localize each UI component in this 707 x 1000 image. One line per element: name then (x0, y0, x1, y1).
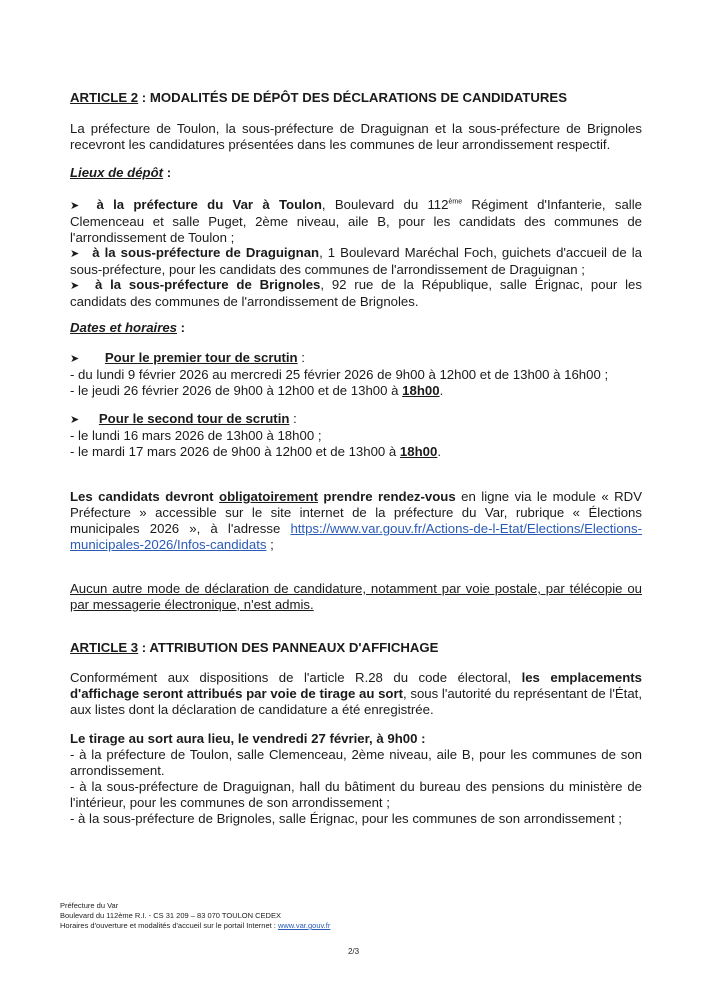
rdv-bold-underlined: obligatoirement (219, 489, 318, 504)
lieux-title: Lieux de dépôt (70, 165, 164, 180)
arrow-bullet-icon: ➤ (70, 200, 80, 212)
tour-1-dot: . (439, 383, 444, 398)
arrow-bullet-icon: ➤ (70, 248, 80, 260)
tour-1 (70, 350, 642, 399)
lieux-colon: : (163, 165, 172, 180)
page-number: 2/3 (347, 947, 360, 956)
tour-2-heading (70, 411, 642, 428)
dates-title: Dates et horaires (70, 320, 178, 335)
footer-line-1: Préfecture du Var (60, 901, 119, 910)
tour-2-line-2 (70, 444, 642, 460)
footer-line-2: Boulevard du 112ème R.I. - CS 31 209 – 83 070 TOULON CEDEX (60, 911, 281, 920)
dates-heading (70, 320, 642, 336)
rdv-bold-1: Les candidats devront (70, 489, 220, 504)
tour-2-colon: : (289, 411, 297, 426)
lieu-1-text-b: Régiment d'Infanterie, salle Clemenceau et salle Puget, 2ème niveau, aile B, pour les candidats des communes de l'arrondissement de Toulon ; (70, 197, 642, 245)
tirage-list (70, 747, 642, 827)
article-2-intro: La préfecture de Toulon, la sous-préfecture de Draguignan et la sous-préfecture de Brignoles recevront les candidatures présentées dans les communes de leur arrondissement respectif. (70, 121, 642, 152)
arrow-bullet-icon: ➤ (70, 280, 80, 292)
tirage-title (70, 731, 642, 747)
tirage-item-2: - à la sous-préfecture de Draguignan, hall du bâtiment du bureau des pensions du ministère de l'intérieur, pour les communes de son arrondissement ; (70, 779, 642, 810)
lieu-3-bold: à la sous-préfecture de Brignoles (95, 277, 321, 292)
tour-1-line-1: - du lundi 9 février 2026 au mercredi 25 février 2026 de 9h00 à 12h00 et de 13h00 à 16h00 ; (70, 367, 609, 382)
article-3-title: : ATTRIBUTION DES PANNEAUX D'AFFICHAGE (138, 640, 439, 655)
article-2-title: : MODALITÉS DE DÉPÔT DES DÉCLARATIONS DE CANDIDATURES (138, 90, 567, 105)
arrow-bullet-icon: ➤ (70, 414, 80, 426)
footer-link[interactable]: www.var.gouv.fr (277, 921, 331, 930)
rdv-link[interactable]: https://www.var.gouv.fr/Actions-de-l-Etat/Elections/Elections-municipales-2026/Infos-candidats (70, 521, 642, 552)
dates-colon: : (177, 320, 186, 335)
tour-2-dot: . (437, 444, 441, 459)
lieu-2 (70, 245, 642, 278)
article-3-intro-bold: les emplacements d'affichage seront attribués par voie de tirage au sort (70, 670, 642, 701)
rdv-bold-2: prendre rendez-vous (317, 489, 456, 504)
rdv-text: en ligne via le module « RDV Préfecture » accessible sur le site internet de la préfecture du Var, rubrique « Élections municipales 2026 », à l'adresse (70, 489, 642, 536)
tour-2-end: 18h00 (399, 444, 438, 459)
article-3-heading (70, 640, 642, 656)
article-3-label: ARTICLE 3 (70, 640, 139, 655)
tour-1-line-2-text: - le jeudi 26 février 2026 de 9h00 à 12h00 et de 13h00 à (70, 383, 403, 398)
lieu-1-text-a: , Boulevard du 112 (321, 197, 449, 212)
lieu-3-text: , 92 rue de la République, salle Érignac, pour les candidats des communes de l'arrondissement de Brignoles. (70, 277, 642, 309)
footer-line-3 (60, 921, 330, 931)
rdv-end: ; (266, 537, 274, 552)
tour-1-end: 18h00 (402, 383, 440, 398)
tour-2 (70, 411, 642, 460)
tour-2-title: Pour le second tour de scrutin (98, 411, 290, 426)
lieu-2-bold: à la sous-préfecture de Draguignan (92, 245, 320, 260)
lieu-1-sup: ème (448, 198, 463, 206)
article-3-intro (70, 670, 642, 718)
lieu-2-text: , 1 Boulevard Maréchal Foch, guichets d'accueil de la sous-préfecture, pour les candidats des communes de l'arrondissement de Draguignan ; (70, 245, 642, 277)
tirage-title-text: Le tirage au sort aura lieu, le vendredi 27 février, à 9h00 : (70, 731, 426, 746)
tour-1-title: Pour le premier tour de scrutin (104, 350, 298, 365)
footer-line-3-text: Horaires d'ouverture et modalités d'accueil sur le portail Internet : (60, 921, 278, 930)
tour-1-colon: : (297, 350, 305, 365)
tirage-item-3: - à la sous-préfecture de Brignoles, salle Érignac, pour les communes de son arrondissement ; (70, 811, 622, 826)
tour-1-heading (70, 350, 642, 367)
lieu-3 (70, 277, 642, 310)
article-3-intro-b: , sous l'autorité du représentant de l'État, aux listes dont la déclaration de candidature a été enregistrée. (70, 686, 642, 717)
tour-1-line-2 (70, 383, 642, 399)
lieu-1 (70, 197, 642, 246)
article-2-label: ARTICLE 2 (70, 90, 139, 105)
arrow-bullet-icon: ➤ (70, 353, 80, 365)
tirage-item-1: - à la préfecture de Toulon, salle Clemenceau, 2ème niveau, aile B, pour les communes de son arrondissement. (70, 747, 642, 778)
article-2-heading (70, 90, 642, 106)
tour-2-line-1: - le lundi 16 mars 2026 de 13h00 à 18h00 ; (70, 428, 322, 443)
tour-2-line-2-text: - le mardi 17 mars 2026 de 9h00 à 12h00 et de 13h00 à (70, 444, 400, 459)
lieu-1-bold: à la préfecture du Var à Toulon (96, 197, 322, 212)
notice-paragraph: Aucun autre mode de déclaration de candidature, notamment par voie postale, par télécopie ou par messagerie électronique, n'est admis. (70, 581, 642, 612)
article-3-intro-a: Conformément aux dispositions de l'article R.28 du code électoral, (70, 670, 522, 685)
lieux-heading (70, 165, 642, 181)
rdv-paragraph (70, 489, 642, 553)
footer (60, 901, 330, 931)
